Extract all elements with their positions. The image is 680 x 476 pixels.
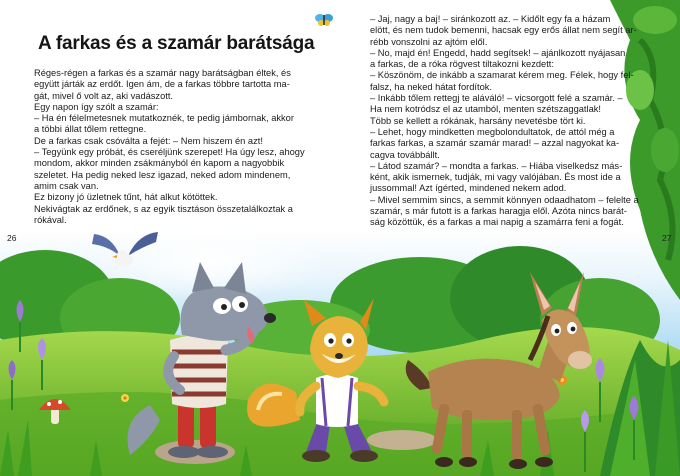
text-line: De a farkas csak csóválta a fejét: – Nem hiszem én azt! xyxy=(34,135,263,146)
text-line: – Látod szamár? – mondta a farkas. – Hiába viselkedsz más- xyxy=(370,160,623,171)
text-line: a farkas, de a róka rögvest tiltakozni kezdett: xyxy=(370,59,554,70)
text-line: jussommal! Azt ígérted, mindened nekem adod. xyxy=(370,183,567,194)
page-number-right: 27 xyxy=(662,233,672,243)
text-line: Ez bizony jó üzletnek tűnt, hát alkut kötöttek. xyxy=(34,192,218,203)
text-line: farkas farkas, a szamár szamár marad! – azzal nagyokat ka- xyxy=(370,138,620,149)
text-line: mondom, akkor minden zsákmányból én kapom a nagyobbik xyxy=(34,158,285,169)
text-line: – Jaj, nagy a baj! – siránkozott az. – Kidőlt egy fa a házam xyxy=(370,14,611,24)
text-line: Ha nem kotródsz el az utamból, menten szétszaggatlak! xyxy=(370,104,601,115)
text-line: Nekivágtak az erdőnek, s az egyik tisztáson összetalálkoztak a xyxy=(34,203,293,214)
text-line: Egy napon így szólt a szamár: xyxy=(34,101,159,112)
text-line: együtt járták az erdőt. Igen ám, de a farkas többre tartotta ma- xyxy=(34,79,290,90)
text-line: ság közöttük, és a farkas a mai napig a szamárra feni a fogát. xyxy=(370,217,624,228)
text-line: – Köszönöm, de inkább a szamarat kérem meg. Félek, hogy fel- xyxy=(370,70,634,81)
text-line: Réges-régen a farkas és a szamár nagy barátságban éltek, és xyxy=(34,68,291,78)
text-line: falsz, ha neked hátat fordítok. xyxy=(370,81,492,92)
text-line: a többi állat tőlem rettegne. xyxy=(34,124,147,135)
page-title: A farkas és a szamár barátsága xyxy=(38,33,315,54)
text-line: – Lehet, hogy mindketten megbolondultatok, de attól még a xyxy=(370,126,615,137)
butterfly xyxy=(315,14,333,26)
text-line: – Tegyünk egy próbát, és cseréljünk szerepet! Ha úgy lesz, ahogy xyxy=(34,147,305,158)
text-line: szeletet. Ha pedig neked lesz igazad, neked adom mindenem, xyxy=(34,169,291,180)
text-line: ként, akik ismernek, tudják, mi vagy valójában. És most ide a xyxy=(370,172,621,183)
text-line: – No, majd én! Engedd, hadd segítsek! – ajánlkozott nyájasan xyxy=(370,47,626,58)
text-line: – Mivel semmim sincs, a semmit könnyen odaadhatom – felelte a xyxy=(370,194,639,205)
text-line: gát, mivel ő volt az, aki vadászott. xyxy=(34,90,173,101)
text-line: amim csak van. xyxy=(34,180,99,191)
text-line: cagva továbbállt. xyxy=(370,149,440,160)
right-page-text xyxy=(370,14,670,229)
text-line: rébb vonszolni az ajtóm elől. xyxy=(370,36,488,47)
text-line: elött, és nem tudok bemenni, hacsak egy erős állat nem segít ar- xyxy=(370,25,637,36)
text-line: – Ha én félelmetesnek mutatkoznék, te pedig jámbornak, akkor xyxy=(34,113,294,124)
text-line: – Inkább tőlem rettegj te aláváló! – vicsorgott felé a szamár. – xyxy=(370,93,623,104)
text-line: Több se kellett a rókának, harsány nevetésbe tört ki. xyxy=(370,115,586,126)
text-line: szamár, s már futott is a farkas haragja elől. Azóta nincs barát- xyxy=(370,206,627,217)
text-line: rókával. xyxy=(34,214,67,225)
stone xyxy=(367,430,437,450)
left-page-text xyxy=(34,68,334,226)
page-number-left: 26 xyxy=(7,233,17,243)
